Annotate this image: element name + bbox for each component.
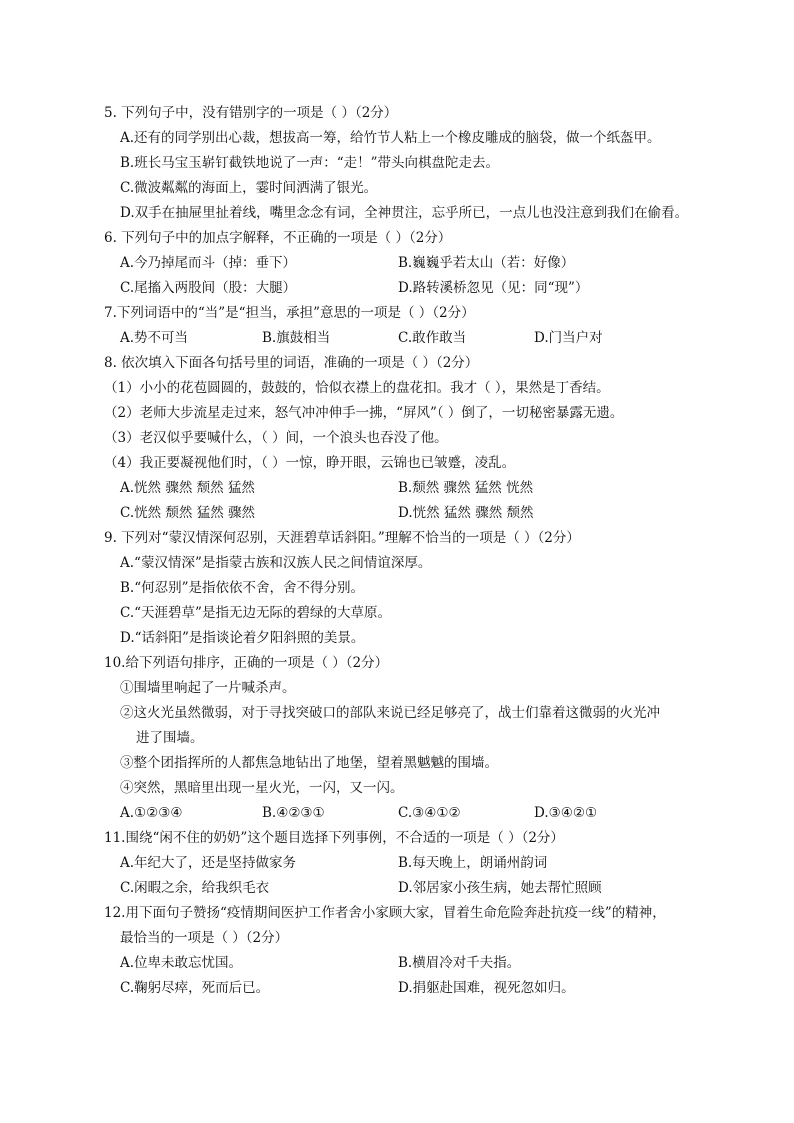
q11-option-b: B.每天晚上，朗诵州韵词 [398, 855, 548, 871]
q12-option-b: B.横眉冷对千夫指。 [398, 955, 521, 971]
q11-stem: 11.围绕“闲不住的奶奶”这个题目选择下列事例，不合适的一项是（ ）（2分） [104, 830, 564, 846]
q5-stem: 5. 下列句子中，没有错别字的一项是（ ）（2分） [104, 105, 398, 121]
q12-option-c: C.鞠躬尽瘁，死而后已。 [120, 980, 270, 996]
q12-stem-cont: 最恰当的一项是（ ）（2分） [120, 930, 289, 946]
q7-option-b: B.旗鼓相当 [262, 330, 331, 346]
q5-option-d: D.双手在抽屉里扯着线，嘴里念念有词，全神贯注，忘乎所已，一点儿也没注意到我们在偷看。 [120, 205, 689, 221]
q10-option-a: A.①②③④ [120, 805, 183, 821]
q11-option-d: D.邻居家小孩生病，她去帮忙照顾 [398, 880, 602, 896]
q11-option-a: A.年纪大了，还是坚持做家务 [120, 855, 297, 871]
q6-option-d: D.路转溪桥忽见（见：同“现”） [398, 280, 589, 296]
q8-sentence-3: （3）老汉似乎要喊什么，（ ）间，一个浪头也吞没了他。 [104, 430, 448, 446]
q12-stem: 12.用下面句子赞扬“疫情期间医护工作者舍小家顾大家，冒着生命危险奔赴抗疫一线”的精神， [104, 905, 666, 921]
q11-option-c: C.闲暇之余，给我织毛衣 [120, 880, 270, 896]
q10-sentence-4: ④突然，黑暗里出现一星火光，一闪，又一闪。 [120, 780, 404, 796]
q6-option-b: B.巍巍乎若太山（若：好像） [398, 255, 575, 271]
q12-option-d: D.捐躯赴国难，视死忽如归。 [398, 980, 575, 996]
q8-sentence-1: （1）小小的花苞圆圆的，鼓鼓的，恰似衣襟上的盘花扣。我才（ ），果然是丁香结。 [104, 380, 610, 396]
q8-option-c: C.恍然 颓然 猛然 骤然 [120, 505, 256, 521]
q8-sentence-2: （2）老师大步流星走过来，怒气冲冲伸手一拂，“屏风”（ ）倒了，一切秘密暴露无遗。 [104, 405, 624, 421]
q9-option-b: B.“何忍别”是指依依不舍，舍不得分别。 [120, 580, 365, 596]
q10-option-d: D.③④②① [534, 805, 598, 821]
q10-option-b: B.④②③① [262, 805, 325, 821]
q10-option-c: C.③④①② [398, 805, 461, 821]
q10-sentence-3: ③整个团指挥所的人都焦急地钻出了地堡，望着黑魆魆的围墙。 [120, 755, 498, 771]
q7-option-c: C.敢作敢当 [398, 330, 467, 346]
q9-option-d: D.“话斜阳”是指谈论着夕阳斜照的美景。 [120, 630, 365, 646]
q10-sentence-1: ①围墙里响起了一片喊杀声。 [120, 680, 296, 696]
q6-option-c: C.尾搐入两股间（股：大腿） [120, 280, 297, 296]
q8-option-a: A.恍然 骤然 颓然 猛然 [120, 480, 255, 496]
q12-option-a: A.位卑未敢忘忧国。 [120, 955, 243, 971]
q7-stem: 7.下列词语中的“当”是“担当，承担”意思的一项是（ ）（2分） [104, 305, 475, 321]
q6-option-a: A.今乃掉尾而斗（掉：垂下） [120, 255, 297, 271]
q9-option-c: C.“天涯碧草”是指无边无际的碧绿的大草原。 [120, 605, 391, 621]
q9-stem: 9. 下列对“蒙汉情深何忍别，天涯碧草话斜阳。”理解不恰当的一项是（ ）（2分） [104, 530, 580, 546]
q8-option-b: B.颓然 骤然 猛然 恍然 [398, 480, 534, 496]
q7-option-d: D.门当户对 [534, 330, 603, 346]
q10-sentence-2: ②这火光虽然微弱，对于寻找突破口的部队来说已经足够亮了，战士们靠着这微弱的火光冲 [120, 705, 660, 721]
q9-option-a: A.“蒙汉情深”是指蒙古族和汉族人民之间情谊深厚。 [120, 555, 432, 571]
q8-option-d: D.恍然 猛然 骤然 颓然 [398, 505, 534, 521]
q8-stem: 8. 依次填入下面各句括号里的词语，准确的一项是（ ）（2分） [104, 355, 479, 371]
q5-option-c: C.微波粼粼的海面上，霎时间洒满了银光。 [120, 180, 378, 196]
q8-sentence-4: （4）我正要凝视他们时，（ ）一惊，睁开眼，云锦也已皱蹙，凌乱。 [104, 455, 516, 471]
q5-option-a: A.还有的同学别出心裁，想拔高一筹，给竹节人粘上一个橡皮雕成的脑袋，做一个纸盔甲。 [120, 130, 661, 146]
q6-stem: 6. 下列句子中的加点字解释，不正确的一项是（ ）（2分） [104, 230, 452, 246]
q5-option-b: B.班长马宝玉崭钉截铁地说了一声：“走！”带头向棋盘陀走去。 [120, 155, 500, 171]
q7-option-a: A.势不可当 [120, 330, 189, 346]
q10-stem: 10.给下列语句排序，正确的一项是（ ）（2分） [104, 655, 389, 671]
q10-sentence-2-cont: 进了围墙。 [136, 730, 204, 746]
